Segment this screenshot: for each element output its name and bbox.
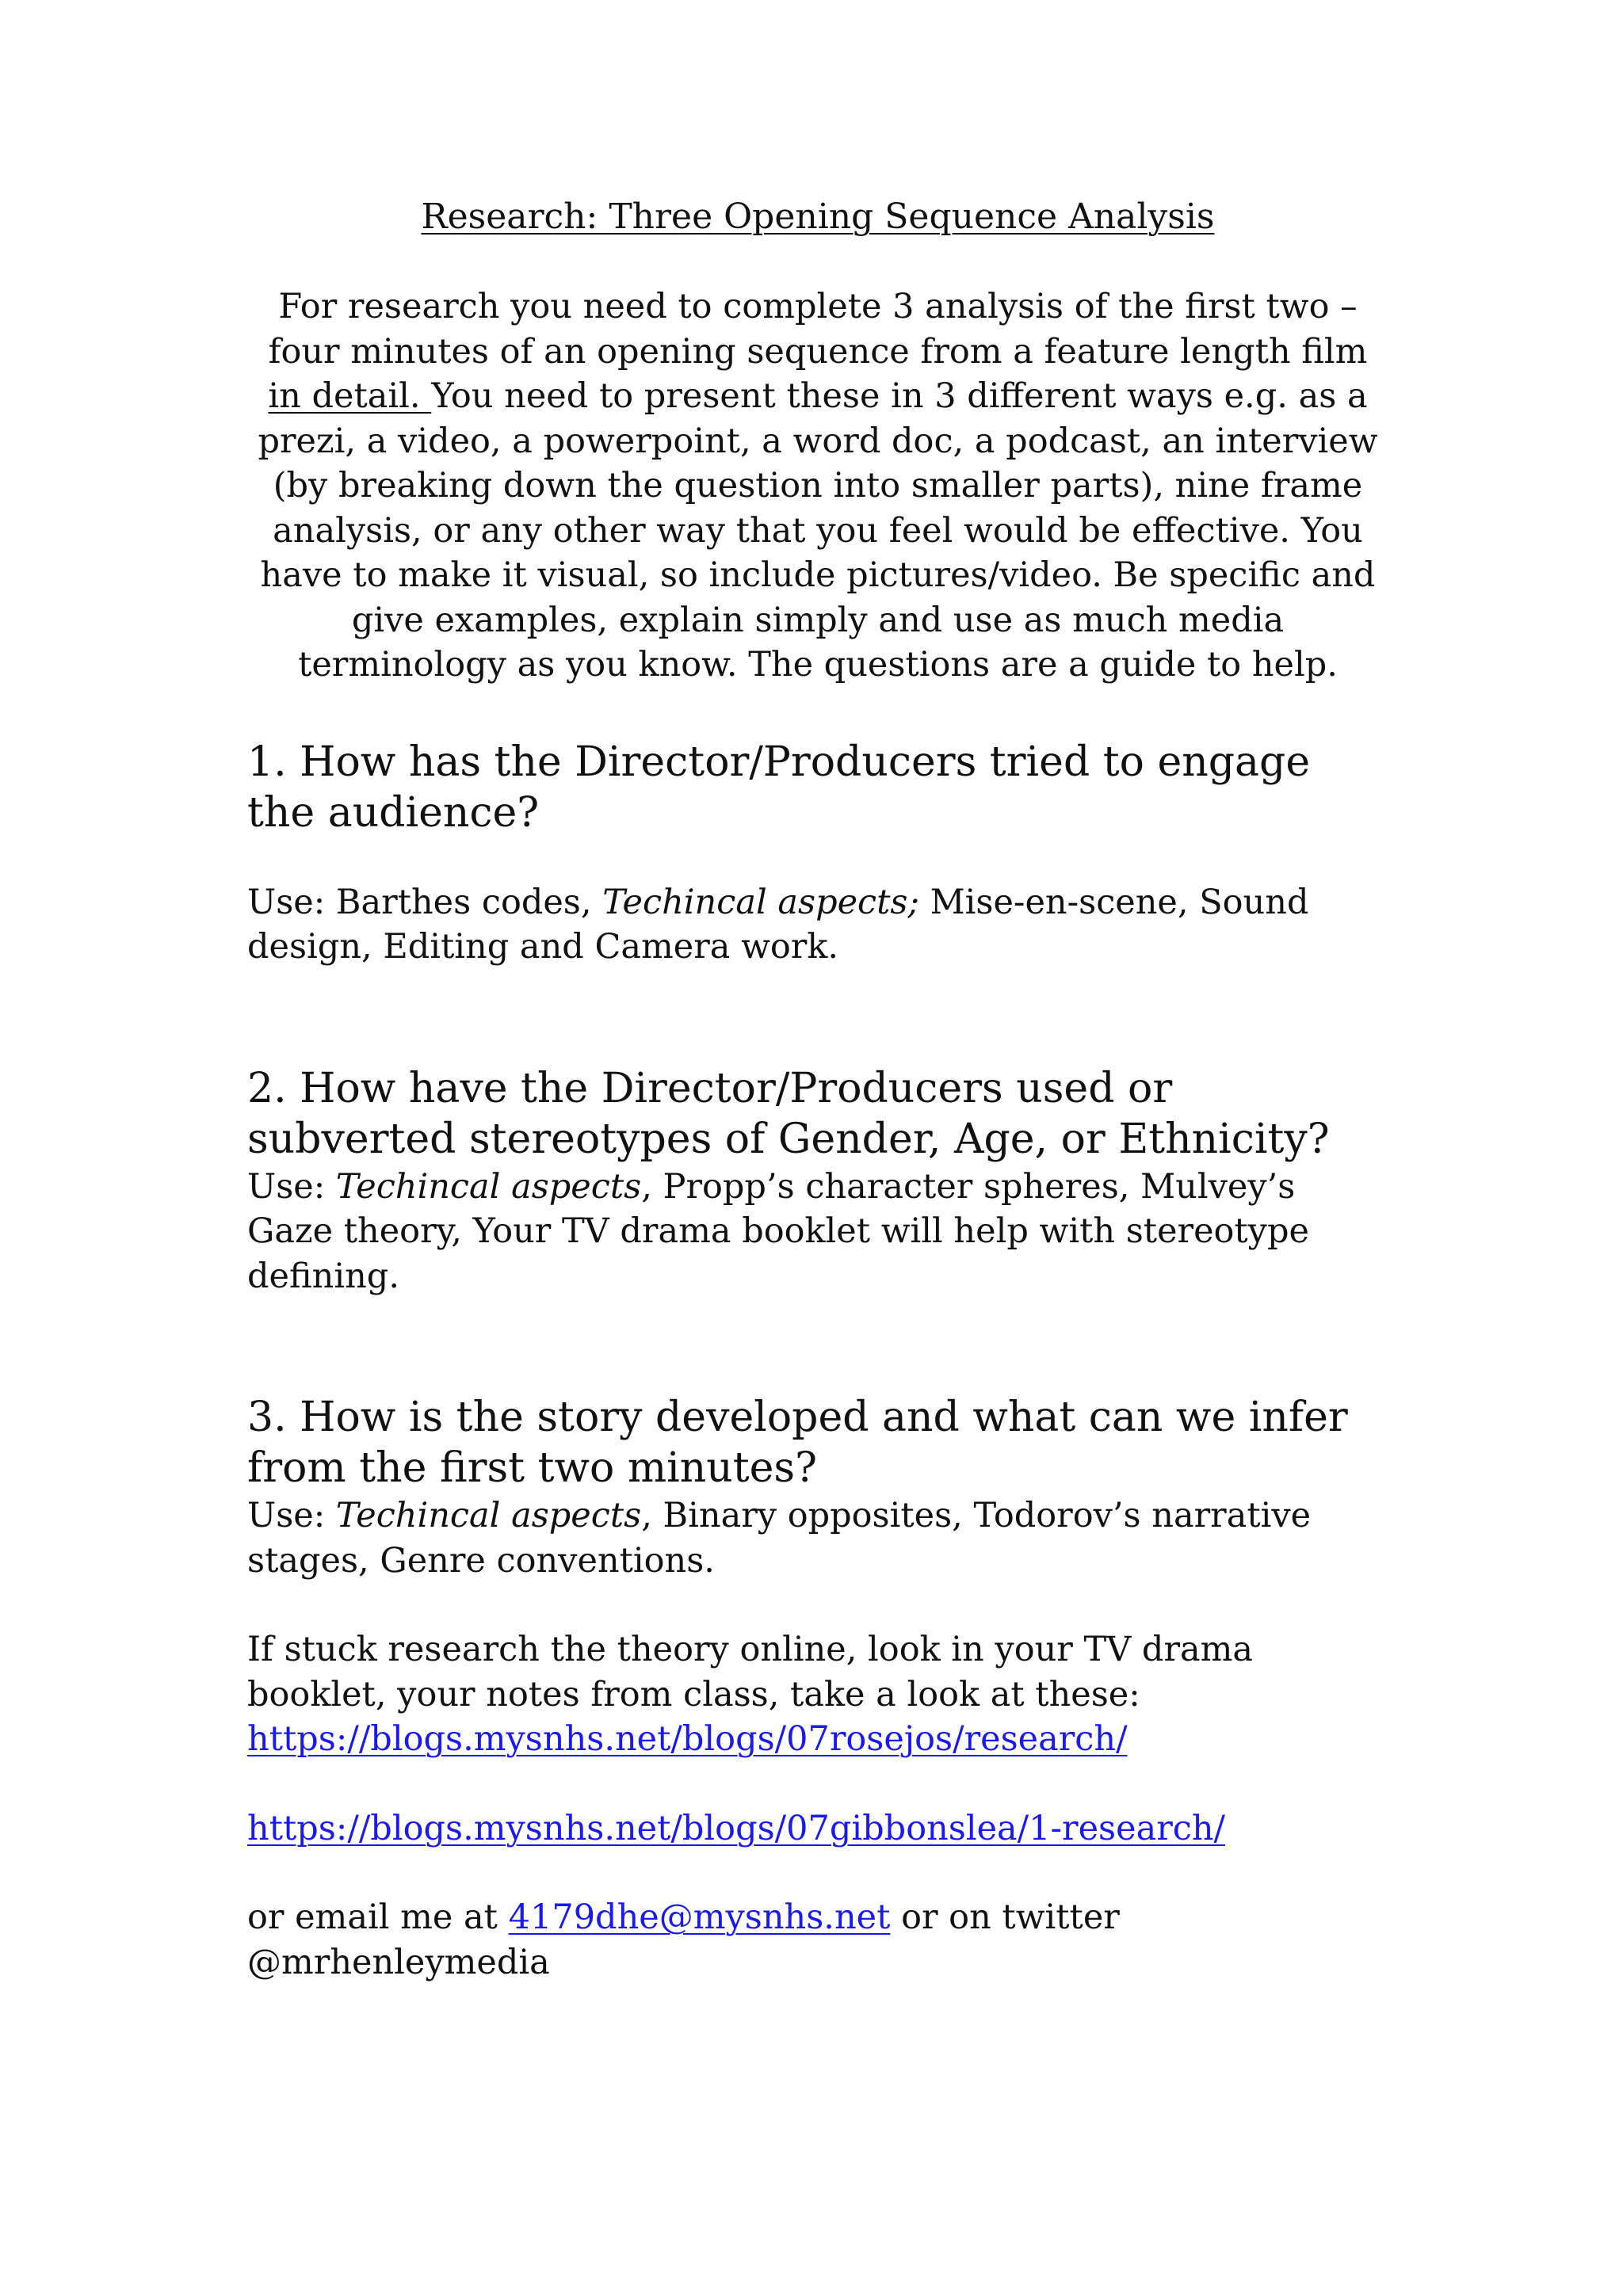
contact-prefix: or email me at [247,1897,509,1937]
question-3-use [247,1493,1388,1583]
question-2-use [247,1165,1388,1299]
question-1-heading: 1. How has the Director/Producers tried to engage the audience? [247,738,1311,837]
question-3-use-suffix: , Binary opposites, Todorov’s narrative stages, Genre conventions. [247,1496,1312,1581]
question-1-use-italic: Techincal aspects; [602,882,919,922]
intro-text-start: For research you need to complete 3 analysis of the first two – four minutes of an opening sequence from a feature length film [268,287,1368,372]
question-3-use-italic: Techincal aspects [335,1496,642,1535]
intro-emphasis: in detail. [268,376,432,416]
email-link[interactable]: 4179dhe@mysnhs.net [508,1897,891,1937]
research-link-2[interactable]: https://blogs.mysnhs.net/blogs/07gibbonslea/1-research/ [247,1808,1226,1848]
research-link-1[interactable]: https://blogs.mysnhs.net/blogs/07rosejos/research/ [247,1719,1128,1759]
question-2-heading: 2. How have the Director/Producers used or subverted stereotypes of Gender, Age, or Ethnicity? [247,1064,1330,1163]
question-2-use-prefix: Use: [247,1166,336,1207]
question-1-use [247,880,1388,970]
intro-text-end: You need to present these in 3 different ways e.g. as a prezi, a video, a powerpoint, a word doc, a podcast, an interview (by breaking down the question into smaller parts), nine frame analysis, or any other way that you feel would be effective. You have to make it visual, so include pictures/video. Be specific and give examples, explain simply and use as much media terminology as you know. The questions are a guide to help. [258,376,1378,685]
contact-suffix: or on twitter @mrhenleymedia [247,1897,1120,1982]
question-3-use-prefix: Use: [247,1496,336,1535]
question-1-use-prefix: Use: Barthes codes, [247,882,603,922]
closing-paragraph: If stuck research the theory online, look in your TV drama booklet, your notes from class, take a look at these: [247,1630,1254,1714]
question-2-use-suffix: , Propp’s character spheres, Mulvey’s Gaze theory, Your TV drama booklet will help with stereotype defining. [247,1166,1309,1296]
document-title: Research: Three Opening Sequence Analysis [421,196,1215,237]
question-3-heading: 3. How is the story developed and what can we infer from the first two minutes? [247,1394,1348,1492]
link-2-line [247,1806,1388,1852]
contact-line [247,1895,1388,1985]
question-2-use-italic: Techincal aspects [335,1166,642,1207]
document-content [247,194,1388,1985]
question-1-use-suffix: Mise-en-scene, Sound design, Editing and Camera work. [247,882,1309,967]
link-1-line [247,1717,1388,1762]
intro-paragraph [247,284,1388,688]
